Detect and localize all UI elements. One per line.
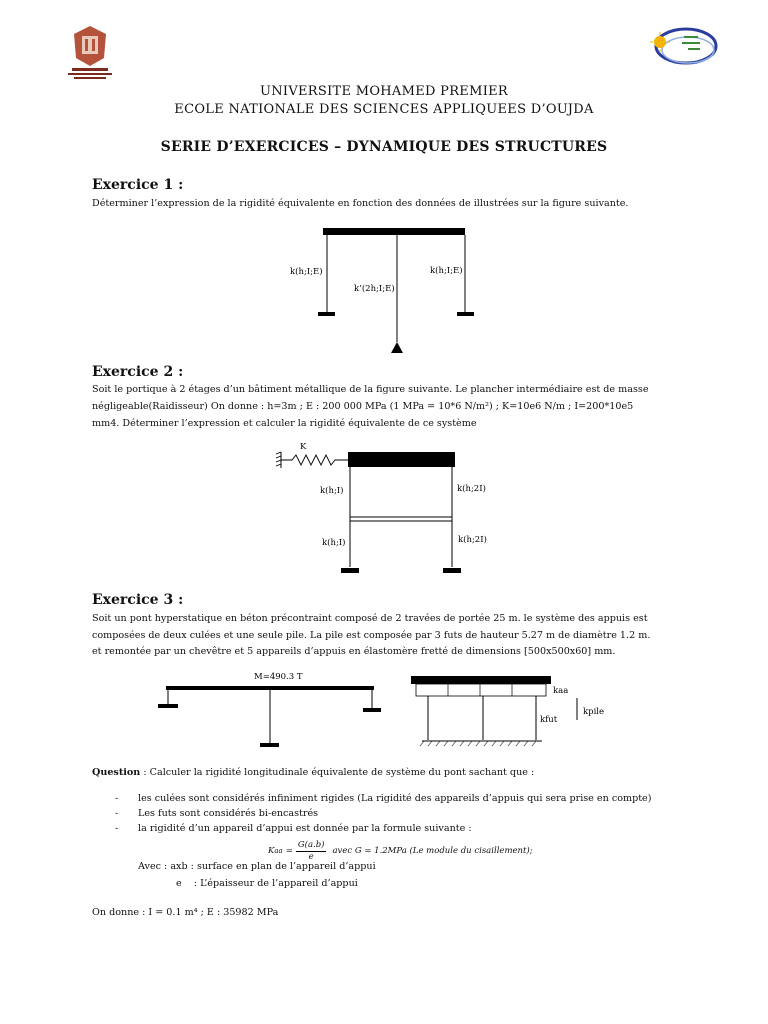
formula-lhs-sub: aa xyxy=(274,847,283,855)
fig3-kaa-label: kaa xyxy=(553,686,569,696)
exercise-3-text-1: Soit un pont hyperstatique en béton précontraint composé de 2 travées de portée 25 m. le système des appuis est xyxy=(92,613,648,624)
exercise-3-heading: Exercice 3 : xyxy=(92,592,184,608)
fig3-kpile-label: kpile xyxy=(583,707,605,717)
university-name: UNIVERSITE MOHAMED PREMIER xyxy=(259,84,509,99)
university-logo xyxy=(64,24,116,82)
exercise-1-figure xyxy=(280,222,490,358)
school-name: ECOLE NATIONALE DES SCIENCES APPLIQUEES D’OUJDA xyxy=(174,102,594,117)
exercise-2-figure xyxy=(262,438,502,578)
fig1-label-left: k(h;I;E) xyxy=(290,267,323,277)
fig1-label-middle: k’(2h;I;E) xyxy=(354,284,395,294)
fig1-label-right: k(h;I;E) xyxy=(430,266,463,276)
question-line xyxy=(92,764,534,781)
fig2-label-bottom-right: k(h;2I) xyxy=(458,535,487,545)
exercise-1-text: Déterminer l’expression de la rigidité équivalente en fonction des données de illustrées sur la figure suivante. xyxy=(92,198,629,209)
formula-numerator: G(a.b) xyxy=(297,839,325,850)
fig2-label-bottom-left: k(h;I) xyxy=(322,538,346,548)
question-text: : Calculer la rigidité longitudinale équivalente de système du pont sachant que : xyxy=(140,767,535,778)
exercise-3-beam-figure xyxy=(150,666,390,754)
fig2-label-top-left: k(h;I) xyxy=(320,486,344,496)
formula-rest: avec G = 1.2MPa (Le module du cisaillement); xyxy=(332,846,533,856)
conditions-list xyxy=(92,791,712,836)
formula-denominator: e xyxy=(308,851,314,862)
exercise-2-text-1: Soit le portique à 2 étages d’un bâtiment métallique de la figure suivante. Le plancher intermédiaire est de masse xyxy=(92,384,649,395)
fig2-spring-label: K xyxy=(300,442,307,452)
fig3-mass-label: M=490.3 T xyxy=(254,672,303,682)
fig2-label-top-right: k(h;2I) xyxy=(457,484,486,494)
exercise-3-text-3: et remontée par un chevêtre et 5 appareils d’appuis en élastomère fretté de dimensions [500x500x60] mm. xyxy=(92,646,616,657)
question-label: Question xyxy=(92,767,141,778)
exercise-3-pier-figure xyxy=(408,672,638,750)
given-data: On donne : I = 0.1 m⁴ ; E : 35982 MPa xyxy=(92,907,279,918)
list-item: - les culées sont considérés infiniment rigides (La rigidité des appareils d’appuis qui sera prise en compte) xyxy=(92,791,712,806)
exercise-2-heading: Exercice 2 : xyxy=(92,364,184,380)
formula-avec-line: Avec : axb : surface en plan de l’appareil d’appui xyxy=(138,861,376,872)
stiffness-formula: K aa = $\frac{G(a.b)}{e}$ avec G = 1.2MPa (Le module du cisaillement); xyxy=(268,839,533,862)
ensa-logo xyxy=(648,26,718,68)
list-item: - Les futs sont considérés bi-encastrés xyxy=(92,806,712,821)
exercise-3-text-2: composées de deux culées et une seule pile. La pile est composée par 3 futs de hauteur 5.27 m de diamètre 1.2 m. xyxy=(92,630,651,641)
exercise-2-text-3: mm4. Déterminer l’expression et calculer la rigidité équivalente de ce système xyxy=(92,418,477,429)
list-item: - la rigidité d’un appareil d’appui est donnée par la formule suivante : xyxy=(92,821,712,836)
exercise-1-heading: Exercice 1 : xyxy=(92,177,184,193)
formula-lhs: K xyxy=(268,846,275,856)
fig3-kfut-label: kfut xyxy=(540,715,558,725)
formula-e-line: e : L’épaisseur de l’appareil d’appui xyxy=(176,878,358,889)
page-title: SERIE D’EXERCICES – DYNAMIQUE DES STRUCTURES xyxy=(160,139,608,155)
exercise-2-text-2: négligeable(Raidisseur) On donne : h=3m ; E : 200 000 MPa (1 MPa = 10*6 N/m²) ; K=10e6 N/m ; I=200*10e5 xyxy=(92,401,634,412)
